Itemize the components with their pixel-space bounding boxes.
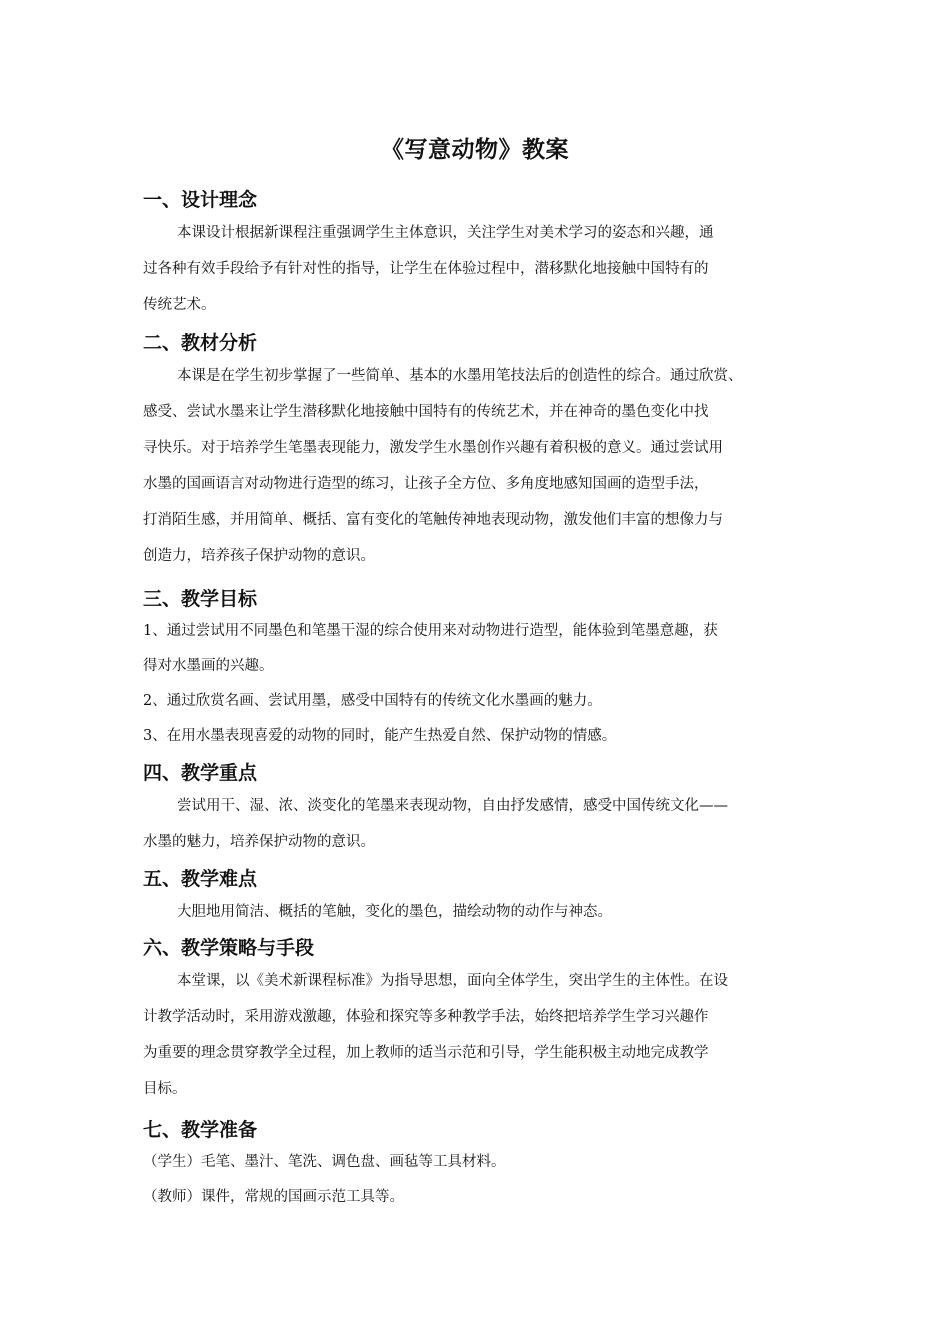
- paragraph-line: 寻快乐。对于培养学生笔墨表现能力，激发学生水墨创作兴趣有着积极的意义。通过尝试用: [143, 440, 723, 456]
- paragraph-line: 打消陌生感，并用简单、概括、富有变化的笔触传神地表现动物，激发他们丰富的想像力与: [143, 512, 723, 528]
- paragraph-line: 尝试用干、湿、浓、淡变化的笔墨来表现动物，自由抒发感情，感受中国传统文化——: [177, 798, 728, 814]
- document-title: 《写意动物》教案: [381, 137, 569, 163]
- goal-line: 得对水墨画的兴趣。: [143, 658, 274, 674]
- section-heading: 二、教材分析: [143, 332, 258, 354]
- section-material-analysis: [143, 328, 823, 574]
- section-heading: 七、教学准备: [143, 1119, 258, 1141]
- section-heading: 六、教学策略与手段: [143, 937, 315, 959]
- paragraph-line: 目标。: [143, 1081, 187, 1097]
- section-strategy: [143, 933, 823, 1107]
- section-difficulties: [143, 864, 823, 930]
- section-key-points: [143, 758, 823, 860]
- goal-line: 1、通过尝试用不同墨色和笔墨干湿的综合使用来对动物进行造型，能体验到笔墨意趣，获: [143, 623, 718, 639]
- paragraph-line: 本堂课，以《美术新课程标准》为指导思想，面向全体学生，突出学生的主体性。在设: [177, 973, 728, 989]
- section-heading: 一、设计理念: [143, 189, 258, 211]
- goal-line: 2、通过欣赏名画、尝试用墨，感受中国特有的传统文化水墨画的魅力。: [143, 693, 602, 709]
- paragraph-line: 传统艺术。: [143, 297, 216, 313]
- paragraph-line: 本课设计根据新课程注重强调学生主体意识，关注学生对美术学习的姿态和兴趣，通: [177, 225, 714, 241]
- paragraph-line: 过各种有效手段给予有针对性的指导，让学生在体验过程中，潜移默化地接触中国特有的: [143, 261, 709, 277]
- section-heading: 五、教学难点: [143, 868, 258, 890]
- paragraph-line: 感受、尝试水墨来让学生潜移默化地接触中国特有的传统艺术，并在神奇的墨色变化中找: [143, 404, 709, 420]
- paragraph-line: 为重要的理念贯穿教学全过程，加上教师的适当示范和引导，学生能积极主动地完成教学: [143, 1045, 709, 1061]
- section-preparation: [143, 1115, 823, 1215]
- paragraph-line: 水墨的国画语言对动物进行造型的练习，让孩子全方位、多角度地感知国画的造型手法，: [143, 476, 709, 492]
- preparation-line: （学生）毛笔、墨汁、笔洗、调色盘、画毡等工具材料。: [143, 1154, 506, 1170]
- paragraph-line: 水墨的魅力，培养保护动物的意识。: [143, 834, 375, 850]
- section-teaching-goals: [143, 584, 823, 754]
- paragraph-line: 本课是在学生初步掌握了一些简单、基本的水墨用笔技法后的创造性的综合。通过欣赏、: [177, 368, 743, 384]
- paragraph-line: 大胆地用简洁、概括的笔触，变化的墨色，描绘动物的动作与神态。: [177, 904, 612, 920]
- section-heading: 四、教学重点: [143, 762, 258, 784]
- goal-line: 3、在用水墨表现喜爱的动物的同时，能产生热爱自然、保护动物的情感。: [143, 728, 617, 744]
- paragraph-line: 计教学活动时，采用游戏激趣，体验和探究等多种教学手法，始终把培养学生学习兴趣作: [143, 1009, 709, 1025]
- preparation-line: （教师）课件，常规的国画示范工具等。: [143, 1189, 404, 1205]
- paragraph-line: 创造力，培养孩子保护动物的意识。: [143, 548, 375, 564]
- section-heading: 三、教学目标: [143, 588, 258, 610]
- section-design-concept: [143, 185, 823, 323]
